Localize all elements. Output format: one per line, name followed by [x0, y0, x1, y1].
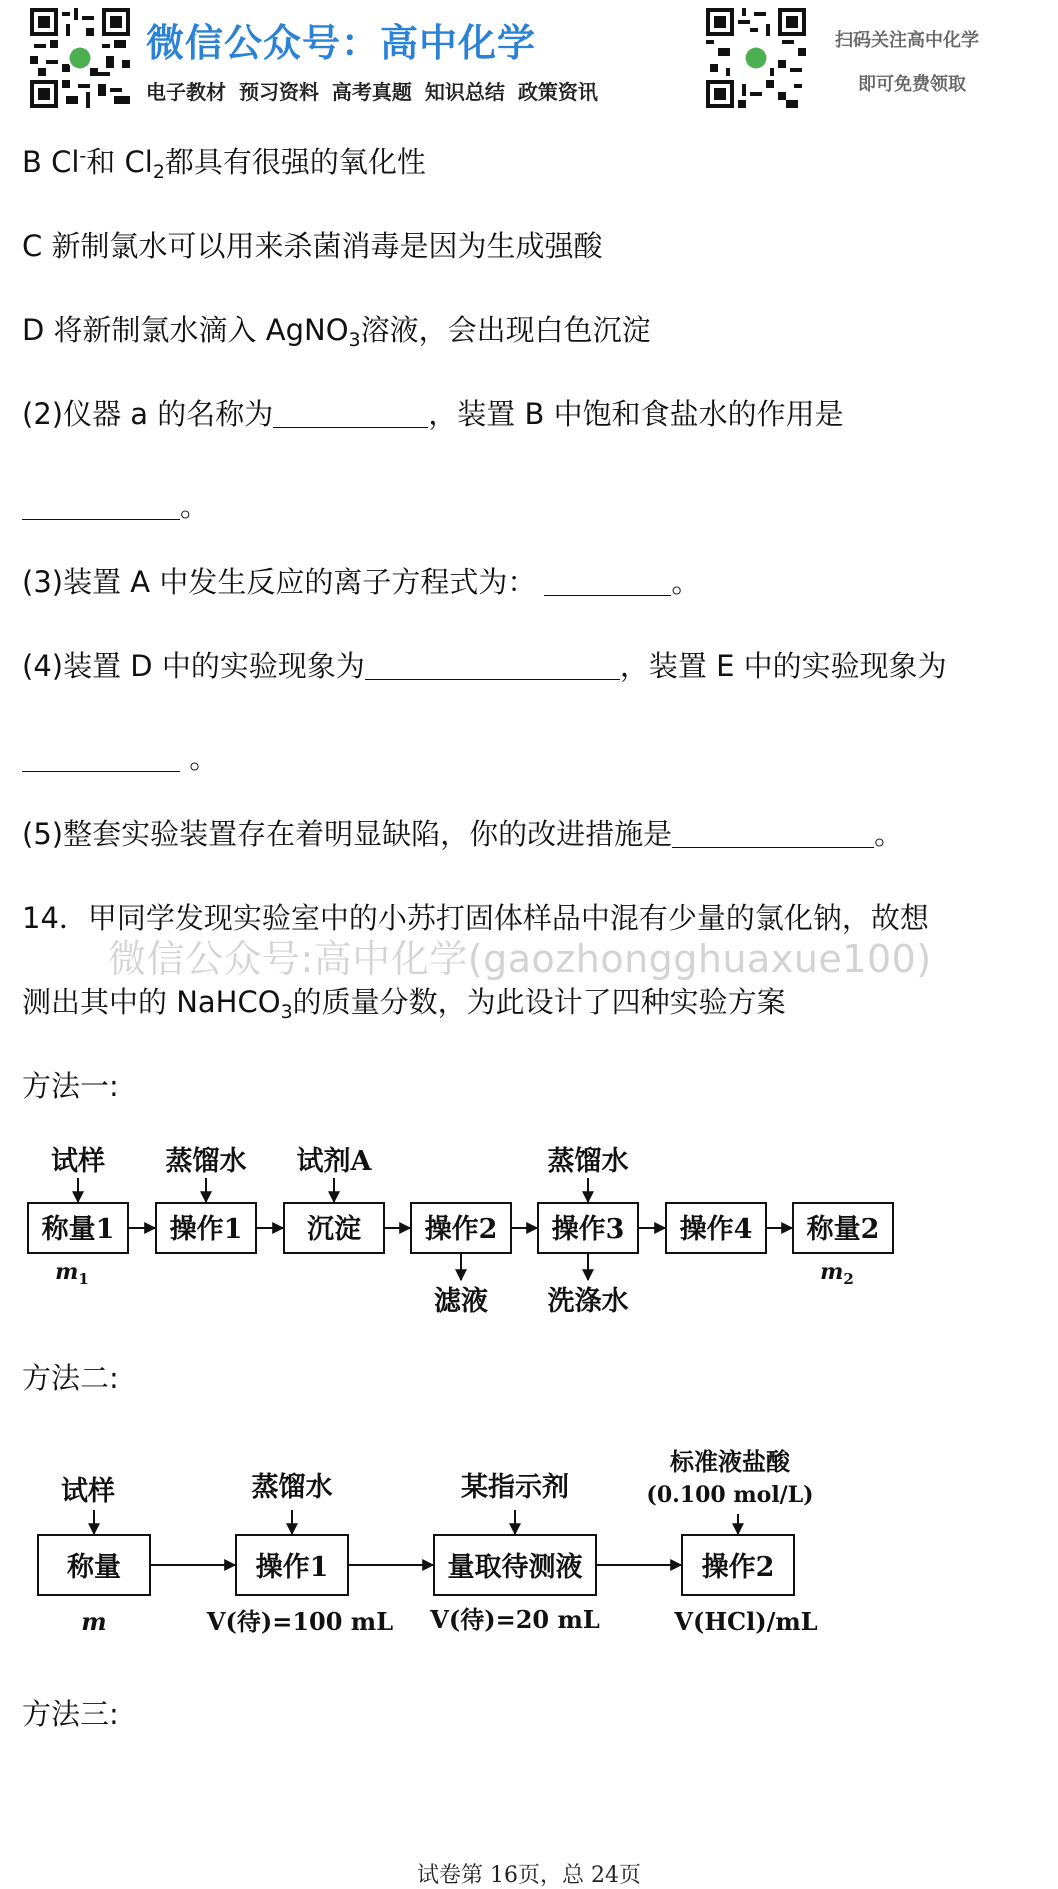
flow1-label-5: 操作3 — [551, 1214, 625, 1245]
method-2-label: 方法二: — [22, 1361, 119, 1395]
page-footer: 试卷第 16页，总 24页 — [417, 1863, 641, 1888]
flow2-input-5: (0.100 mol/L) — [646, 1482, 814, 1508]
flow2-label-4: 操作2 — [701, 1552, 775, 1583]
qr-code-left — [30, 8, 130, 108]
answer-blank[interactable] — [544, 565, 671, 596]
flow1-output-1: 滤液 — [434, 1286, 488, 1317]
flow2-label-3: 量取待测液 — [447, 1552, 583, 1583]
flow-diagram-method-1 — [0, 1130, 1058, 1340]
flow1-mass-2: $m_2$ — [820, 1259, 854, 1288]
answer-blank[interactable] — [672, 817, 874, 848]
flow1-label-1: 称量1 — [41, 1214, 115, 1245]
flow1-input-3: 试剂A — [296, 1146, 372, 1177]
header-right-line2: 即可免费领取 — [858, 74, 966, 95]
answer-blank[interactable] — [273, 397, 428, 428]
header-title: 微信公众号：高中化学 — [146, 21, 537, 65]
flow1-label-7: 称量2 — [806, 1214, 880, 1245]
qr-code-right — [706, 8, 806, 108]
flow2-label-1: 称量 — [67, 1552, 121, 1583]
flow1-mass-1: $m_1$ — [55, 1259, 89, 1288]
flow1-label-2: 操作1 — [169, 1214, 243, 1245]
flow2-label-2: 操作1 — [255, 1552, 329, 1583]
flow-diagram-method-2 — [0, 1440, 1058, 1650]
question-4: (4)装置 D 中的实验现象为 ，装置 E 中的实验现象为 — [22, 649, 947, 683]
method-3-label: 方法三: — [22, 1697, 119, 1731]
flow1-label-4: 操作2 — [424, 1214, 498, 1245]
option-b: B Cl-和 $Cl_2$都具有很强的氧化性 — [22, 145, 426, 183]
flow2-input-2: 蒸馏水 — [251, 1472, 333, 1503]
question-2-cont: 。 — [22, 486, 209, 526]
flow1-input-4: 蒸馏水 — [547, 1146, 629, 1177]
flow2-below-3: V(待)=20 mL — [430, 1605, 600, 1634]
question-2: (2)仪器 a 的名称为 ，装置 B 中饱和食盐水的作用是 — [22, 397, 844, 431]
flow1-input-1: 试样 — [51, 1146, 105, 1177]
flow2-input-4: 标准液盐酸 — [670, 1447, 790, 1476]
question-14-line1: 14．甲同学发现实验室中的小苏打固体样品中混有少量的氯化钠，故想 — [22, 901, 929, 935]
question-5: (5)整套实验装置存在着明显缺陷，你的改进措施是 。 — [22, 817, 904, 851]
method-1-label: 方法一: — [22, 1069, 119, 1103]
question-4-cont: 。 — [22, 738, 218, 778]
header-right-line1: 扫码关注高中化学 — [835, 30, 979, 51]
answer-blank[interactable] — [22, 489, 180, 520]
flow2-input-3: 某指示剂 — [461, 1472, 569, 1503]
option-d: D 将新制氯水滴入 AgNO$_3$溶液，会出现白色沉淀 — [22, 313, 651, 351]
option-c: C 新制氯水可以用来杀菌消毒是因为生成强酸 — [22, 229, 603, 263]
flow1-output-2: 洗涤水 — [547, 1286, 629, 1317]
flow1-label-3: 沉淀 — [307, 1214, 361, 1245]
flow1-label-6: 操作4 — [679, 1214, 753, 1245]
flow2-below-4: V(HCl)/mL — [674, 1607, 818, 1636]
answer-blank[interactable] — [365, 649, 620, 680]
question-14-line2: 测出其中的 NaHCO$_3$的质量分数，为此设计了四种实验方案 — [22, 985, 786, 1023]
header-subtitle: 电子教材 预习资料 高考真题 知识总结 政策资讯 — [146, 80, 598, 104]
flow2-below-1: m — [81, 1607, 107, 1636]
flow2-input-1: 试样 — [61, 1476, 115, 1507]
flow1-input-2: 蒸馏水 — [165, 1146, 247, 1177]
watermark: 微信公众号:高中化学(gaozhongghuaxue100) — [108, 937, 932, 981]
flow2-below-2: V(待)=100 mL — [206, 1607, 394, 1636]
answer-blank[interactable] — [22, 741, 180, 772]
question-3: (3)装置 A 中发生反应的离子方程式为： 。 — [22, 565, 701, 599]
